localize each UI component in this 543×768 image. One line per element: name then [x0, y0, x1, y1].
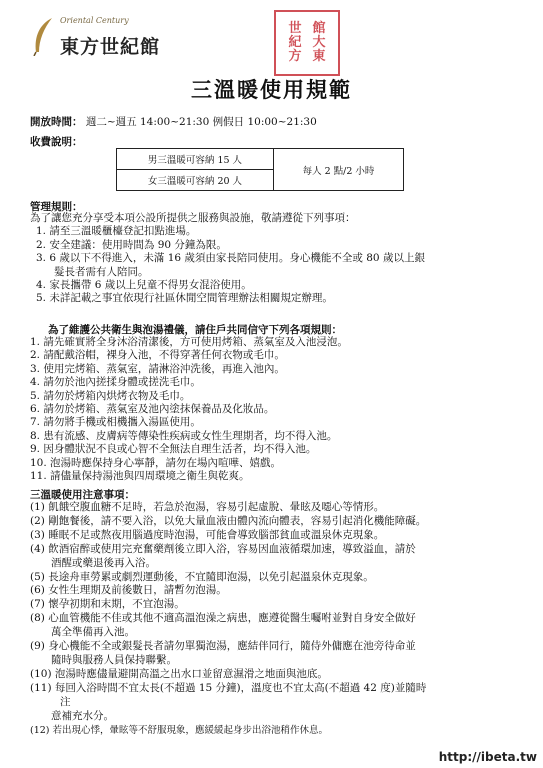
weekend-hours: 例假日 10:00~21:30 — [212, 116, 317, 128]
female-capacity: 女三溫暖可容納 20 人 — [117, 170, 274, 191]
list-item: 6. 請勿於烤箱、蒸氣室及池內塗抹保養品及化妝品。 — [30, 403, 275, 416]
logo — [30, 12, 161, 60]
list-item: (8) 心血管機能不佳或其他不適高溫泡澡之病患，應遵從醫生囑咐並對自身安全做好 — [30, 612, 416, 625]
logo-subtitle: Oriental Century — [60, 16, 129, 25]
watermark-url: http://ibeta.tw — [438, 750, 537, 764]
logo-name: 東方世紀館 — [60, 36, 161, 58]
opening-hours — [30, 114, 317, 129]
list-item: 9. 因身體狀況不良或心智不全無法自理生活者，均不得入池。 — [30, 443, 317, 456]
list-item: (9) 身心機能不全或銀髮長者請勿單獨泡湯，應結伴同行，隨侍外傭應在池旁待命並 — [30, 640, 416, 653]
list-item: (7) 懷孕初期和末期，不宜泡湯。 — [30, 598, 185, 611]
notes-list — [30, 501, 426, 737]
list-item: (2) 剛飽餐後，請不要入浴，以免大量血液由體內流向體表，容易引起消化機能障礙。 — [30, 514, 427, 527]
list-item: 意補充水分。 — [51, 709, 114, 722]
list-item: 2. 請配戴浴帽，裸身入池，不得穿著任何衣物或毛巾。 — [30, 349, 285, 362]
list-item: 1. 請先確實將全身沐浴清潔後，方可使用烤箱、蒸氣室及入池浸泡。 — [30, 336, 348, 348]
list-item: (11) 每回入浴時間不宜太長(不超過 15 分鐘)，溫度也不宜太高(不超過 42 度)並隨時 — [30, 681, 427, 694]
list-item: 4. 家長攜帶 6 歲以上兒童不得男女混浴使用。 — [36, 279, 252, 292]
list-item: 酒醒或藥退後再入浴。 — [51, 556, 156, 569]
male-capacity: 男三溫暖可容納 15 人 — [117, 149, 274, 170]
opening-hours-label: 開放時間： — [30, 116, 83, 128]
list-item: 3. 使用完烤箱、蒸氣室，請淋浴沖洗後，再進入池內。 — [30, 362, 285, 375]
fees-label: 收費說明： — [30, 136, 83, 148]
list-item: 萬全準備再入池。 — [51, 626, 135, 639]
list-item: (10) 泡湯時應儘量避開高溫之出水口並留意濕滑之地面與池底。 — [30, 667, 328, 680]
feather-icon — [30, 16, 56, 56]
list-item: 10. 泡湯時應保持身心寧靜，請勿在場內喧嘩、嬉戲。 — [30, 456, 282, 469]
list-item: 8. 患有流感、皮膚病等傳染性疾病或女性生理期者，均不得入池。 — [30, 429, 338, 442]
weekday-hours: 週二~週五 14:00~21:30 — [85, 116, 210, 128]
price-per-person: 每人 2 點/2 小時 — [274, 149, 404, 191]
page-title: 三溫暖使用規範 — [191, 78, 352, 102]
rules-intro: 為了讓您充分享受本項公設所提供之服務與設施，敬請遵從下列事項： — [30, 212, 356, 224]
list-item: (6) 女性生理期及前後數日，請暫勿泡湯。 — [30, 584, 227, 597]
list-item: 隨時與服務人員保持聯繫。 — [51, 653, 177, 666]
hygiene-heading: 為了維護公共衛生與泡湯禮儀，請住戶共同信守下列各項規則： — [48, 324, 342, 336]
list-item: (1) 飢餓空腹血糖不足時，若急於泡湯，容易引起虛脫、暈眩及噁心等情形。 — [30, 501, 385, 513]
list-item: 7. 請勿將手機或相機攜入湯區使用。 — [30, 416, 201, 429]
list-item: 髮長者需有人陪同。 — [54, 265, 149, 278]
notes-heading: 三溫暖使用注意事項： — [30, 489, 135, 501]
hygiene-list — [30, 336, 348, 483]
list-item: 3. 6 歲以下不得進入，未滿 16 歲須由家長陪同使用。身心機能不全或 80 歲以上銀 — [36, 252, 425, 265]
list-item: (5) 長途舟車勞累或劇烈運動後，不宜隨即泡湯，以免引起溫泉休克現象。 — [30, 570, 374, 583]
list-item: 5. 未詳記載之事宜依現行社區休閒空間管理辦法相關規定辦理。 — [36, 292, 333, 305]
official-seal: 世 館 紀 大 方 東 — [274, 10, 340, 76]
list-item: 2. 安全建議：使用時間為 90 分鐘為限。 — [36, 238, 227, 251]
fees-table — [116, 148, 404, 191]
rules-heading: 管理規則： — [30, 201, 83, 213]
list-item: 注 — [60, 695, 71, 708]
list-item: 5. 請勿於烤箱內烘烤衣物及毛巾。 — [30, 389, 191, 402]
list-item: (12) 若出現心悸，暈眩等不舒服現象，應緩緩起身步出浴池稍作休息。 — [30, 724, 329, 736]
list-item: (3) 睡眠不足或熬夜用腦過度時泡湯，可能會導致腦部貧血或溫泉休克現象。 — [30, 528, 385, 541]
list-item: (4) 飲酒宿醉或使用完充奮藥劑後立即入浴，容易因血液循環加速，導致溢血，請於 — [30, 542, 416, 555]
rules-list — [30, 212, 425, 306]
list-item: 1. 請至三溫暖櫃檯登記扣點進場。 — [36, 225, 197, 238]
list-item: 11. 請儘量保持湯池與四周環境之衛生與乾爽。 — [30, 470, 250, 483]
list-item: 4. 請勿於池內搓揉身體或搓洗毛巾。 — [30, 376, 201, 389]
